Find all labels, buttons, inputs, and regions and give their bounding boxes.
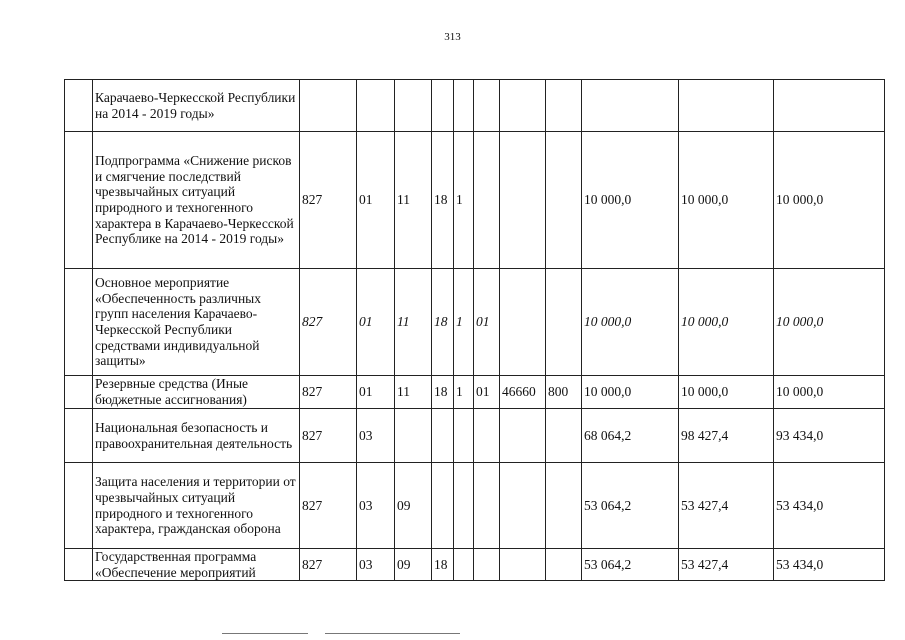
cell-ministry: 827 <box>300 269 357 376</box>
cell-direction: 01 <box>474 376 500 409</box>
table-row <box>65 376 885 409</box>
cell-ministry: 827 <box>300 463 357 549</box>
cell-amount-2: 10 000,0 <box>679 132 774 269</box>
cell-subsection: 11 <box>395 376 432 409</box>
cell-amount-2: 53 427,4 <box>679 549 774 581</box>
cell-ministry: 827 <box>300 132 357 269</box>
cell-amount-3: 93 434,0 <box>774 409 885 463</box>
cell-direction <box>474 132 500 269</box>
cell-amount-1: 53 064,2 <box>582 549 679 581</box>
cell-subsection <box>395 80 432 132</box>
cell-direction <box>474 549 500 581</box>
cell-expense-type <box>546 409 582 463</box>
cell-section: 03 <box>357 409 395 463</box>
cell-amount-2: 53 427,4 <box>679 463 774 549</box>
cell-program <box>432 463 454 549</box>
cell-ministry: 827 <box>300 549 357 581</box>
cell-section: 03 <box>357 549 395 581</box>
cell-article <box>500 80 546 132</box>
table-row <box>65 463 885 549</box>
row-name: Подпрограмма «Снижение рисков и смягчение последствий чрезвычайных ситуаций природного и техногенного характера в Карачаево-Черкесской Республике на 2014 - 2019 годы» <box>93 132 300 269</box>
cell-expense-type <box>546 549 582 581</box>
cell-ministry <box>300 80 357 132</box>
cell-ministry: 827 <box>300 409 357 463</box>
cell-subprogram <box>454 80 474 132</box>
cell-article <box>500 549 546 581</box>
cell-subsection: 09 <box>395 463 432 549</box>
row-name: Государственная программа «Обеспечение мероприятий <box>93 549 300 581</box>
cell-amount-3: 53 434,0 <box>774 549 885 581</box>
cell-direction <box>474 80 500 132</box>
cell-program <box>432 409 454 463</box>
cell-direction <box>474 463 500 549</box>
cell-ministry: 827 <box>300 376 357 409</box>
cell-article: 46660 <box>500 376 546 409</box>
page-number: 313 <box>444 31 461 43</box>
cell-direction: 01 <box>474 269 500 376</box>
cell-article <box>500 269 546 376</box>
cell-program <box>432 80 454 132</box>
table-row <box>65 549 885 581</box>
table-row <box>65 409 885 463</box>
cell-expense-type <box>546 80 582 132</box>
cell-amount-2: 98 427,4 <box>679 409 774 463</box>
table-row <box>65 269 885 376</box>
row-name: Защита населения и территории от чрезвычайных ситуаций природного и техногенного характера, гражданская оборона <box>93 463 300 549</box>
cell-article <box>500 132 546 269</box>
cell-program: 18 <box>432 132 454 269</box>
cell-program: 18 <box>432 549 454 581</box>
cell-expense-type <box>546 463 582 549</box>
cell-amount-1 <box>582 80 679 132</box>
cell-amount-2: 10 000,0 <box>679 269 774 376</box>
row-name: Национальная безопасность и правоохранительная деятельность <box>93 409 300 463</box>
cell-subprogram: 1 <box>454 269 474 376</box>
cell-expense-type <box>546 132 582 269</box>
cell-amount-3 <box>774 80 885 132</box>
cell-amount-1: 53 064,2 <box>582 463 679 549</box>
cell-direction <box>474 409 500 463</box>
cell-article <box>500 409 546 463</box>
cell-section: 01 <box>357 269 395 376</box>
cell-subsection: 11 <box>395 132 432 269</box>
cell-amount-1: 10 000,0 <box>582 269 679 376</box>
cell-section: 03 <box>357 463 395 549</box>
cell-subprogram: 1 <box>454 132 474 269</box>
cell-section <box>357 80 395 132</box>
table-row <box>65 132 885 269</box>
cell-expense-type <box>546 269 582 376</box>
cell-amount-2 <box>679 80 774 132</box>
cell-subprogram: 1 <box>454 376 474 409</box>
cell-amount-1: 68 064,2 <box>582 409 679 463</box>
row-name: Резервные средства (Иные бюджетные ассигнования) <box>93 376 300 409</box>
cell-subsection: 11 <box>395 269 432 376</box>
cell-program: 18 <box>432 269 454 376</box>
cell-section: 01 <box>357 376 395 409</box>
cell-amount-3: 10 000,0 <box>774 269 885 376</box>
cell-subprogram <box>454 409 474 463</box>
cell-article <box>500 463 546 549</box>
table-row <box>65 80 885 132</box>
cell-amount-3: 10 000,0 <box>774 132 885 269</box>
cell-subprogram <box>454 463 474 549</box>
cell-section: 01 <box>357 132 395 269</box>
cell-subprogram <box>454 549 474 581</box>
budget-table <box>64 79 885 581</box>
cell-amount-3: 53 434,0 <box>774 463 885 549</box>
cell-subsection <box>395 409 432 463</box>
cell-amount-1: 10 000,0 <box>582 376 679 409</box>
cell-amount-2: 10 000,0 <box>679 376 774 409</box>
cell-amount-3: 10 000,0 <box>774 376 885 409</box>
footer-rule <box>325 633 460 634</box>
cell-subsection: 09 <box>395 549 432 581</box>
cell-program: 18 <box>432 376 454 409</box>
cell-amount-1: 10 000,0 <box>582 132 679 269</box>
row-name: Основное мероприятие «Обеспеченность различных групп населения Карачаево-Черкесской Республики средствами индивидуальной защиты» <box>93 269 300 376</box>
row-name: Карачаево-Черкесской Республики на 2014 - 2019 годы» <box>93 80 300 132</box>
cell-expense-type: 800 <box>546 376 582 409</box>
footer-rule <box>222 633 308 634</box>
